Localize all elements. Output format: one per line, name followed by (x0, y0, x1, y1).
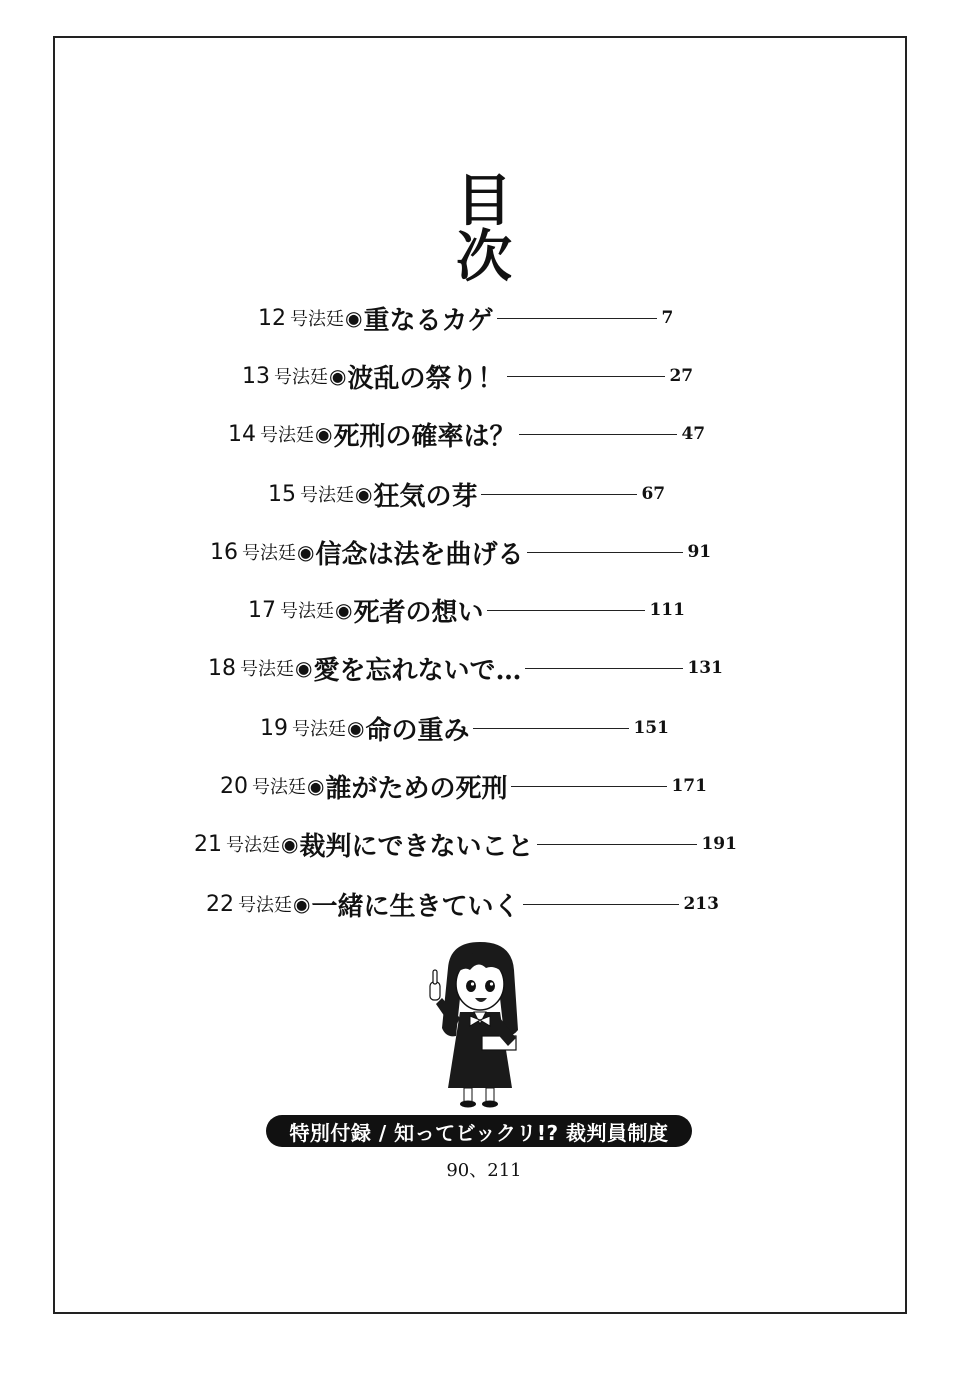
entry-bullet-icon: ◉ (335, 598, 353, 622)
dot-leader (537, 844, 697, 845)
entry-bullet-icon: ◉ (281, 832, 299, 856)
entry-chapter-title: 誰がための死刑 (325, 773, 508, 804)
entry-number: 15 (268, 481, 296, 507)
entry-room-label: 号法廷 (280, 601, 334, 622)
entry-room-label: 号法廷 (300, 485, 354, 506)
dot-leader (525, 668, 683, 669)
entry-room-label: 号法廷 (226, 835, 280, 856)
entry-number: 22 (206, 891, 234, 917)
entry-chapter-title: 命の重み (365, 715, 470, 746)
entry-bullet-icon: ◉ (347, 716, 365, 740)
entry-chapter-title: 重なるカゲ (363, 305, 494, 336)
entry-chapter-title: 狂気の芽 (373, 481, 478, 512)
entry-number: 13 (242, 363, 270, 389)
entry-bullet-icon: ◉ (297, 540, 315, 564)
entry-bullet-icon: ◉ (315, 422, 333, 446)
dot-leader (481, 494, 637, 495)
toc-entry[interactable] (228, 414, 705, 454)
toc-entry[interactable] (268, 474, 665, 514)
entry-page-number: 191 (701, 834, 737, 854)
dot-leader (473, 728, 629, 729)
entry-number: 18 (208, 655, 236, 681)
entry-page-number: 171 (671, 776, 707, 796)
entry-number: 19 (260, 715, 288, 741)
entry-number: 16 (210, 539, 238, 565)
toc-entry[interactable] (258, 298, 673, 338)
entry-page-number: 91 (687, 542, 712, 562)
entry-bullet-icon: ◉ (307, 774, 325, 798)
entry-number: 14 (228, 421, 256, 447)
toc-entry[interactable] (210, 532, 711, 572)
entry-page-number: 47 (681, 424, 706, 444)
appendix-banner[interactable]: 特別付録 / 知ってビックリ!? 裁判員制度 (266, 1115, 692, 1147)
entry-chapter-title: 愛を忘れないで… (313, 655, 522, 686)
entry-number: 20 (220, 773, 248, 799)
entry-room-label: 号法廷 (292, 719, 346, 740)
entry-chapter-title: 死者の想い (353, 597, 484, 628)
entry-bullet-icon: ◉ (329, 364, 347, 388)
entry-bullet-icon: ◉ (345, 306, 363, 330)
entry-chapter-title: 死刑の確率は？ (333, 421, 516, 452)
entry-bullet-icon: ◉ (293, 892, 311, 916)
dot-leader (507, 376, 665, 377)
entry-bullet-icon: ◉ (295, 656, 313, 680)
entry-room-label: 号法廷 (242, 543, 296, 564)
appendix-page-numbers: 90、211 (446, 1160, 522, 1181)
entry-room-label: 号法廷 (274, 367, 328, 388)
dot-leader (497, 318, 657, 319)
toc-entry[interactable] (248, 590, 685, 630)
toc-entry[interactable] (194, 824, 737, 864)
title-char-1: 目 (456, 169, 512, 234)
toc-entry[interactable] (220, 766, 707, 806)
entry-chapter-title: 信念は法を曲げる (315, 539, 524, 570)
entry-number: 21 (194, 831, 222, 857)
entry-room-label: 号法廷 (252, 777, 306, 798)
entry-room-label: 号法廷 (290, 309, 344, 330)
dot-leader (511, 786, 667, 787)
page-title (0, 169, 968, 290)
entry-room-label: 号法廷 (260, 425, 314, 446)
entry-page-number: 131 (687, 658, 723, 678)
entry-page-number: 213 (683, 894, 719, 914)
entry-page-number: 111 (649, 600, 685, 620)
entry-number: 17 (248, 597, 276, 623)
entry-number: 12 (258, 305, 286, 331)
toc-entry[interactable] (242, 356, 693, 396)
entry-room-label: 号法廷 (240, 659, 294, 680)
title-char-2: 次 (456, 225, 512, 290)
dot-leader (519, 434, 677, 435)
entry-room-label: 号法廷 (238, 895, 292, 916)
toc-entry[interactable] (206, 884, 719, 924)
toc-entry[interactable] (208, 648, 723, 688)
judge-girl-illustration (420, 938, 540, 1108)
entry-bullet-icon: ◉ (355, 482, 373, 506)
entry-page-number: 151 (633, 718, 669, 738)
entry-chapter-title: 波乱の祭り！ (347, 363, 504, 394)
entry-chapter-title: 裁判にできないこと (299, 831, 534, 862)
dot-leader (487, 610, 645, 611)
toc-entry[interactable] (260, 708, 669, 748)
entry-page-number: 27 (669, 366, 694, 386)
dot-leader (527, 552, 683, 553)
dot-leader (523, 904, 679, 905)
entry-page-number: 67 (641, 484, 666, 504)
entry-page-number: 7 (661, 308, 674, 328)
entry-chapter-title: 一緒に生きていく (311, 891, 520, 922)
